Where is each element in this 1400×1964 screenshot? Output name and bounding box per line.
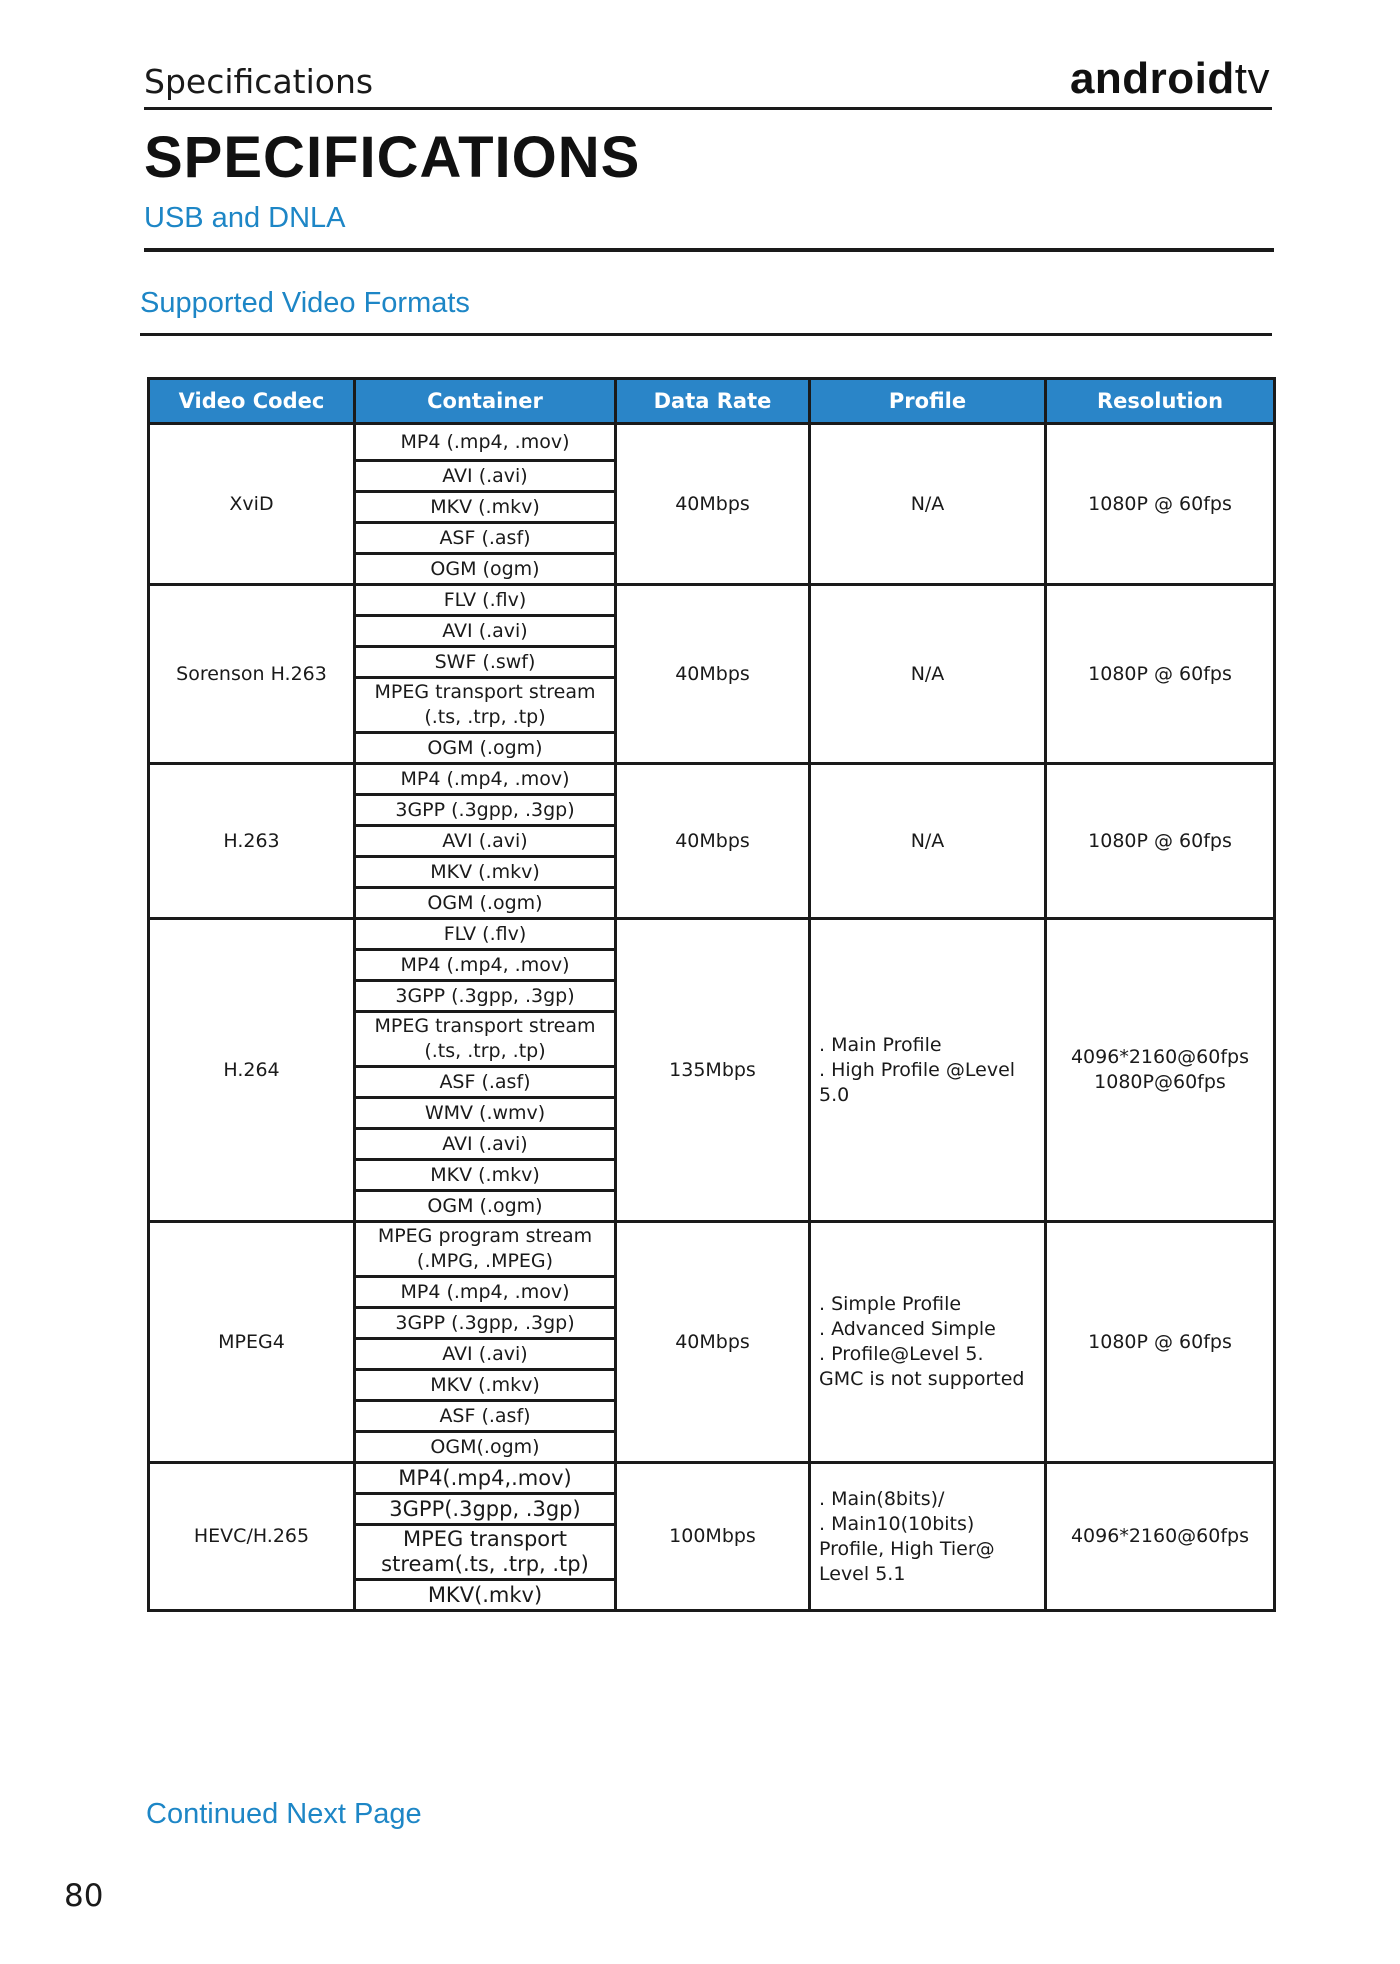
container-cell: MP4 (.mp4, .mov)	[355, 950, 616, 981]
data-rate-cell: 100Mbps	[616, 1463, 810, 1611]
container-cell: MKV (.mkv)	[355, 1370, 616, 1401]
android-tv-logo	[1070, 54, 1270, 104]
subtitle: USB and DNLA	[144, 202, 346, 234]
table-row	[149, 1463, 1275, 1494]
container-cell: MP4 (.mp4, .mov)	[355, 764, 616, 795]
table-row	[149, 424, 1275, 461]
profile-cell: . Main(8bits)/ . Main10(10bits) Profile, High Tier@ Level 5.1	[810, 1463, 1046, 1611]
container-cell: AVI (.avi)	[355, 826, 616, 857]
container-cell: ASF (.asf)	[355, 1401, 616, 1432]
table-row	[149, 764, 1275, 795]
codec-cell: MPEG4	[149, 1222, 355, 1463]
container-cell: 3GPP (.3gpp, .3gp)	[355, 795, 616, 826]
page-number: 80	[64, 1878, 104, 1914]
container-cell: FLV (.flv)	[355, 919, 616, 950]
container-cell: MPEG program stream (.MPG, .MPEG)	[355, 1222, 616, 1277]
data-rate-cell: 40Mbps	[616, 764, 810, 919]
header-resolution: Resolution	[1046, 379, 1275, 424]
running-header-section: Specifications	[144, 62, 374, 101]
page-title: SPECIFICATIONS	[144, 125, 641, 190]
subtitle-divider	[144, 248, 1274, 252]
container-cell: AVI (.avi)	[355, 616, 616, 647]
video-formats-table	[147, 377, 1276, 1612]
container-cell: 3GPP (.3gpp, .3gp)	[355, 981, 616, 1012]
resolution-cell: 1080P @ 60fps	[1046, 585, 1275, 764]
header-container: Container	[355, 379, 616, 424]
container-cell: MKV (.mkv)	[355, 1160, 616, 1191]
section-title: Supported Video Formats	[140, 287, 470, 319]
brand-light-text: tv	[1234, 54, 1270, 103]
codec-cell: Sorenson H.263	[149, 585, 355, 764]
container-cell: OGM (.ogm)	[355, 733, 616, 764]
resolution-cell: 1080P @ 60fps	[1046, 424, 1275, 585]
table-header-row	[149, 379, 1275, 424]
header-profile: Profile	[810, 379, 1046, 424]
data-rate-cell: 135Mbps	[616, 919, 810, 1222]
container-cell: MPEG transport stream (.ts, .trp, .tp)	[355, 1012, 616, 1067]
data-rate-cell: 40Mbps	[616, 585, 810, 764]
container-cell: MKV (.mkv)	[355, 492, 616, 523]
container-cell: MPEG transport stream (.ts, .trp, .tp)	[355, 678, 616, 733]
header-video-codec: Video Codec	[149, 379, 355, 424]
container-cell: WMV (.wmv)	[355, 1098, 616, 1129]
container-cell: FLV (.flv)	[355, 585, 616, 616]
profile-cell: . Main Profile . High Profile @Level 5.0	[810, 919, 1046, 1222]
container-cell: MKV (.mkv)	[355, 857, 616, 888]
profile-cell: N/A	[810, 764, 1046, 919]
codec-cell: H.264	[149, 919, 355, 1222]
container-cell: OGM(.ogm)	[355, 1432, 616, 1463]
container-cell: ASF (.asf)	[355, 1067, 616, 1098]
data-rate-cell: 40Mbps	[616, 1222, 810, 1463]
profile-cell: . Simple Profile . Advanced Simple . Profile@Level 5. GMC is not supported	[810, 1222, 1046, 1463]
table-row	[149, 585, 1275, 616]
section-divider	[140, 333, 1272, 336]
container-cell: MP4 (.mp4, .mov)	[355, 424, 616, 461]
container-cell: 3GPP(.3gpp, .3gp)	[355, 1494, 616, 1525]
table-row	[149, 1222, 1275, 1277]
container-cell: AVI (.avi)	[355, 1129, 616, 1160]
container-cell: OGM (.ogm)	[355, 888, 616, 919]
codec-cell: XviD	[149, 424, 355, 585]
container-cell: MPEG transport stream(.ts, .trp, .tp)	[355, 1525, 616, 1580]
profile-cell: N/A	[810, 424, 1046, 585]
codec-cell: H.263	[149, 764, 355, 919]
resolution-cell: 1080P @ 60fps	[1046, 1222, 1275, 1463]
container-cell: OGM (ogm)	[355, 554, 616, 585]
data-rate-cell: 40Mbps	[616, 424, 810, 585]
resolution-cell: 4096*2160@60fps 1080P@60fps	[1046, 919, 1275, 1222]
profile-cell: N/A	[810, 585, 1046, 764]
brand-bold-text: android	[1069, 54, 1235, 103]
header-divider	[144, 107, 1272, 110]
container-cell: SWF (.swf)	[355, 647, 616, 678]
resolution-cell: 4096*2160@60fps	[1046, 1463, 1275, 1611]
codec-cell: HEVC/H.265	[149, 1463, 355, 1611]
header-data-rate: Data Rate	[616, 379, 810, 424]
table-row	[149, 919, 1275, 950]
container-cell: 3GPP (.3gpp, .3gp)	[355, 1308, 616, 1339]
resolution-cell: 1080P @ 60fps	[1046, 764, 1275, 919]
container-cell: MKV(.mkv)	[355, 1580, 616, 1611]
container-cell: OGM (.ogm)	[355, 1191, 616, 1222]
container-cell: AVI (.avi)	[355, 1339, 616, 1370]
container-cell: MP4 (.mp4, .mov)	[355, 1277, 616, 1308]
container-cell: ASF (.asf)	[355, 523, 616, 554]
container-cell: AVI (.avi)	[355, 461, 616, 492]
continued-next-page: Continued Next Page	[146, 1798, 422, 1830]
container-cell: MP4(.mp4,.mov)	[355, 1463, 616, 1494]
